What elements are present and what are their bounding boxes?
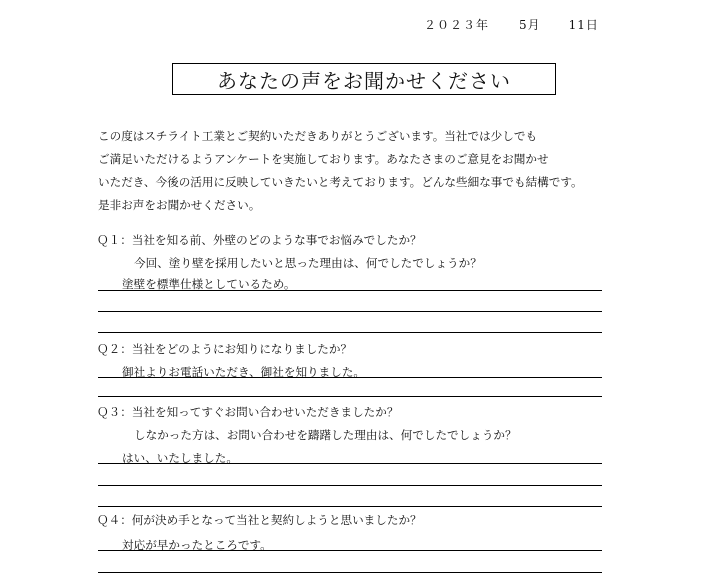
- question-3-subtext: しなかった方は、お問い合わせを躊躇した理由は、何でしたでしょうか？: [134, 428, 517, 442]
- question-4: [97, 509, 607, 532]
- answer-line: [98, 463, 602, 464]
- intro-line: ご満足いただけるようアンケートを実施しております。あなたさまのご意見をお聞かせ: [98, 152, 549, 166]
- intro-line: いただき、今後の活用に反映していきたいと考えております。どんな些細な事でも結構です。: [98, 175, 583, 189]
- answer-line: [98, 506, 602, 507]
- answer-line: [98, 485, 602, 486]
- answer-3[interactable]: はい、いたしました。: [122, 451, 238, 465]
- question-1-subtext: 今回、塗り壁を採用したいと思った理由は、何でしたでしょうか？: [134, 256, 482, 270]
- date-day: 11日: [568, 18, 599, 32]
- date: [424, 16, 599, 33]
- page-title: あなたの声をお聞かせください: [172, 63, 556, 95]
- question-2: [97, 338, 607, 361]
- answer-line: [98, 332, 602, 333]
- answer-line: [98, 290, 602, 291]
- answer-line: [98, 377, 602, 378]
- answer-line: [98, 550, 602, 551]
- date-month: 5月: [519, 18, 541, 32]
- question-4-text: Ｑ４：何が決め手となって当社と契約しようと思いましたか？: [97, 513, 422, 527]
- question-2-text: Ｑ２：当社をどのようにお知りになりましたか？: [97, 342, 353, 356]
- answer-4[interactable]: 対応が早かったところです。: [122, 538, 272, 552]
- answer-2[interactable]: 御社よりお電話いただき、御社を知りました。: [122, 365, 366, 379]
- date-year: ２０２３年: [424, 18, 490, 32]
- intro-line: 是非お声をお聞かせください。: [98, 198, 261, 212]
- intro-text: [98, 125, 618, 217]
- intro-line: この度はスチライト工業とご契約いただきありがとうございます。当社では少しでも: [98, 129, 538, 143]
- question-3: [97, 401, 607, 447]
- question-3-text: Ｑ３：当社を知ってすぐお問い合わせいただきましたか？: [97, 405, 399, 419]
- answer-line: [98, 311, 602, 312]
- question-1-text: Ｑ１：当社を知る前、外壁のどのような事でお悩みでしたか？: [97, 233, 422, 247]
- answer-line: [98, 572, 602, 573]
- answer-line: [98, 396, 602, 397]
- question-1: [97, 229, 607, 275]
- answer-1[interactable]: 塗壁を標準仕様としているため。: [122, 277, 296, 291]
